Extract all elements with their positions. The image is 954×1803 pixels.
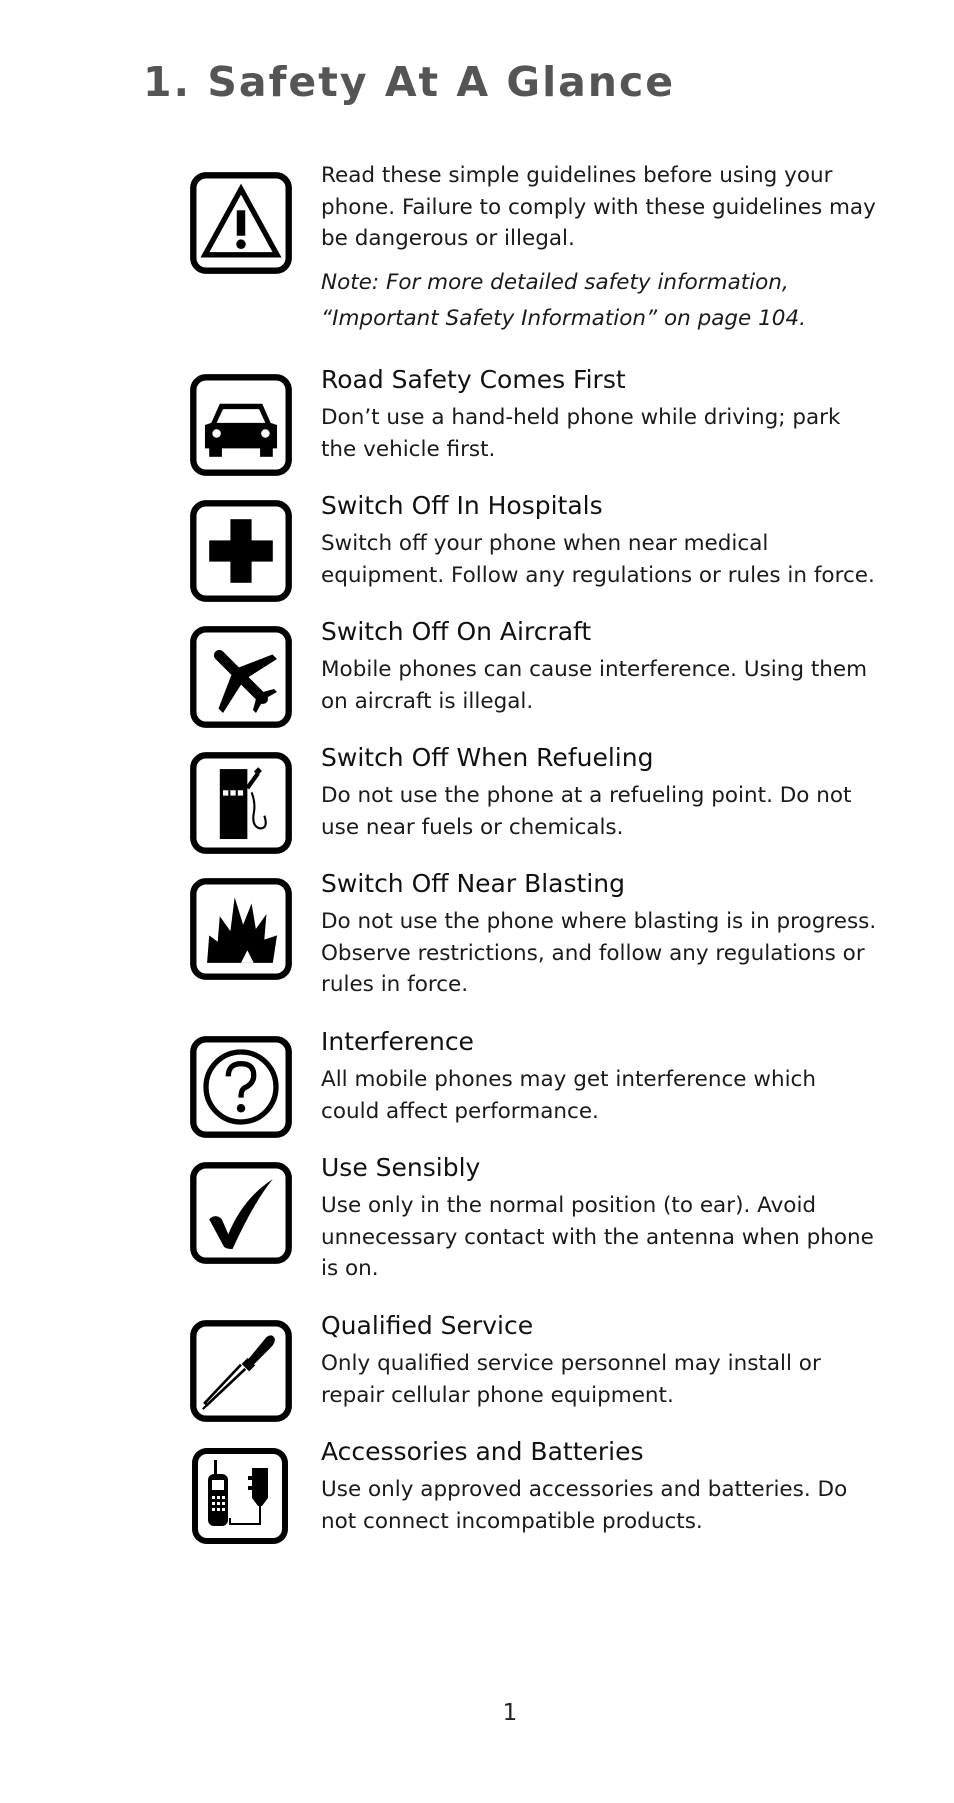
warning-icon (188, 170, 294, 276)
fuel-pump-icon (188, 750, 294, 856)
item-text: Don’t use a hand-held phone while driving; park the vehicle first. (321, 405, 841, 462)
item-heading: Qualified Service (321, 1311, 534, 1340)
checkmark-icon (188, 1160, 294, 1266)
intro-note-line2: “Important Safety Information” on page 104. (321, 305, 806, 331)
intro-note (321, 265, 881, 337)
item-heading: Switch Off In Hospitals (321, 491, 603, 520)
item-text: Use only in the normal position (to ear). Avoid unnecessary contact with the antenna when phone is on. (321, 1193, 874, 1281)
item-heading: Switch Off When Refueling (321, 743, 654, 772)
item-heading: Road Safety Comes First (321, 365, 626, 394)
page-title: 1. Safety At A Glance (143, 58, 676, 106)
question-mark-icon (188, 1034, 294, 1140)
page-number: 1 (502, 1700, 518, 1726)
intro-note-line1: Note: For more detailed safety information, (321, 269, 789, 295)
phone-charger-icon (190, 1446, 290, 1546)
intro-text: Read these simple guidelines before using your phone. Failure to comply with these guidelines may be dangerous or illegal. (321, 163, 876, 251)
item-heading: Accessories and Batteries (321, 1437, 644, 1466)
explosion-icon (188, 876, 294, 982)
car-icon (188, 372, 294, 478)
item-text: Only qualified service personnel may install or repair cellular phone equipment. (321, 1351, 821, 1408)
screwdriver-icon (188, 1318, 294, 1424)
item-text: Switch off your phone when near medical equipment. Follow any regulations or rules in force. (321, 531, 875, 588)
airplane-icon (188, 624, 294, 730)
item-heading: Switch Off Near Blasting (321, 869, 625, 898)
item-heading: Use Sensibly (321, 1153, 481, 1182)
medical-cross-icon (188, 498, 294, 604)
item-text: Use only approved accessories and batteries. Do not connect incompatible products. (321, 1477, 848, 1534)
item-heading: Interference (321, 1027, 474, 1056)
item-text: Do not use the phone at a refueling point. Do not use near fuels or chemicals. (321, 783, 852, 840)
item-text: Do not use the phone where blasting is in progress. Observe restrictions, and follow any regulations or rules in force. (321, 909, 877, 997)
item-text: Mobile phones can cause interference. Using them on aircraft is illegal. (321, 657, 868, 714)
item-heading: Switch Off On Aircraft (321, 617, 592, 646)
item-text: All mobile phones may get interference which could affect performance. (321, 1067, 817, 1124)
